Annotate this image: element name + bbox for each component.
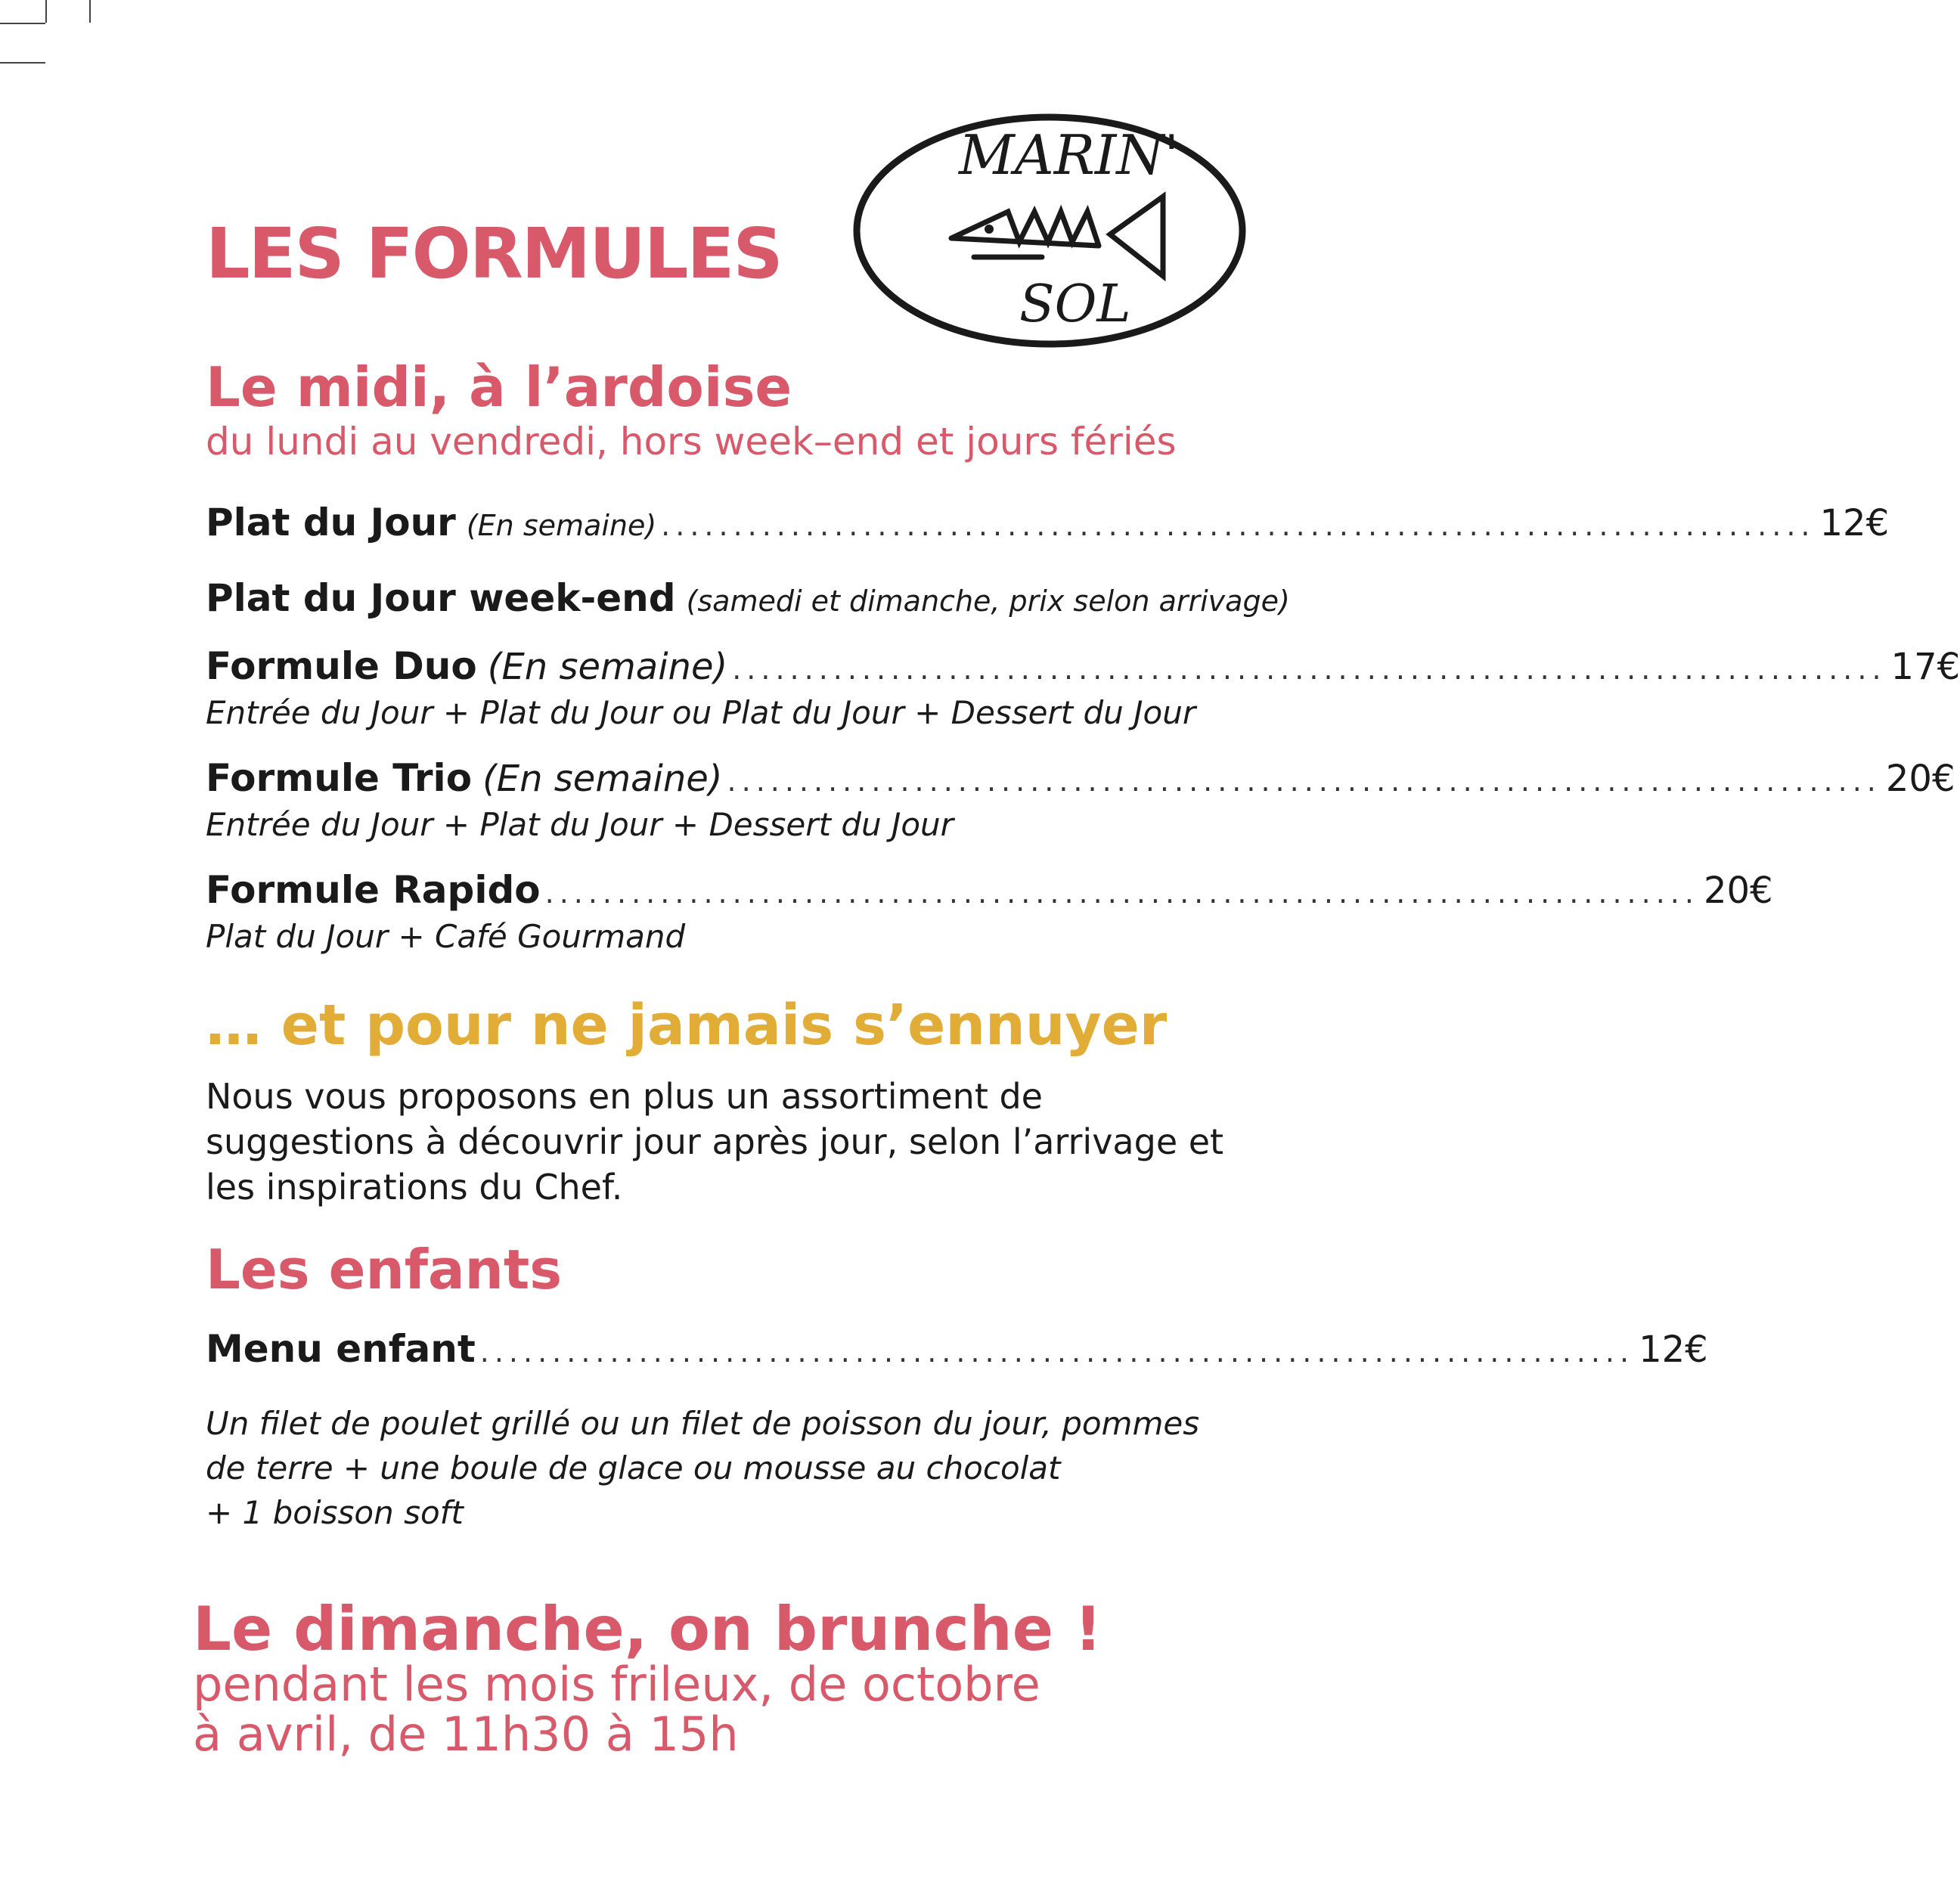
menu-row-formule-rapido — [206, 868, 1773, 912]
item-name: Plat du Jour week-end — [206, 576, 676, 620]
dot-leader: ................................................................................ — [544, 876, 1699, 910]
menu-row-menu-enfant — [206, 1327, 1708, 1371]
midi-subtitle: du lundi au vendredi, hors week–end et jours fériés — [206, 420, 1177, 463]
item-price: 12€ — [1819, 502, 1890, 544]
crop-mark — [89, 0, 91, 23]
item-description: Entrée du Jour + Plat du Jour + Dessert du Jour — [206, 806, 954, 843]
logo-line1: MARIN' — [959, 123, 1180, 187]
item-price: 20€ — [1885, 758, 1955, 800]
ennui-text-line: Nous vous proposons en plus un assortiment de — [206, 1076, 1043, 1117]
menu-row-plat-du-jour — [206, 501, 1890, 544]
menu-row-formule-trio — [206, 756, 1955, 800]
item-note: (En semaine) — [487, 646, 728, 688]
item-name: Plat du Jour — [206, 501, 456, 544]
item-note: (En semaine) — [482, 758, 723, 800]
ennui-heading: … et pour ne jamais s’ennuyer — [206, 993, 1168, 1058]
page-title: LES FORMULES — [206, 213, 782, 294]
menu-row-formule-duo — [206, 644, 1960, 688]
brunch-heading: Le dimanche, on brunche ! — [193, 1594, 1102, 1664]
brunch-subtitle-line: à avril, de 11h30 à 15h — [193, 1707, 739, 1762]
fish-tail-drawing — [1110, 197, 1163, 276]
dot-leader: ................................................................................ — [732, 653, 1887, 686]
crop-mark — [0, 62, 45, 64]
dot-leader: ................................................................................ — [727, 764, 1881, 798]
enfant-description-line: + 1 boisson soft — [206, 1494, 464, 1531]
item-price: 17€ — [1890, 646, 1960, 688]
fish-drawing — [951, 212, 1099, 257]
ennui-text-line: les inspirations du Chef. — [206, 1167, 623, 1208]
item-description: Plat du Jour + Café Gourmand — [206, 918, 686, 955]
marin-sol-logo — [845, 49, 1269, 367]
logo-line2: SOL — [1019, 274, 1131, 334]
midi-heading: Le midi, à l’ardoise — [206, 355, 792, 419]
item-note: (samedi et dimanche, prix selon arrivage) — [686, 584, 1290, 618]
item-note: (En semaine) — [466, 509, 657, 542]
brunch-subtitle-line: pendant les mois frileux, de octobre — [193, 1657, 1040, 1712]
item-name: Menu enfant — [206, 1327, 476, 1371]
enfants-heading: Les enfants — [206, 1238, 563, 1301]
dot-leader: ................................................................................ — [661, 509, 1816, 542]
crop-mark — [45, 0, 47, 23]
ennui-text-line: suggestions à découvrir jour après jour, selon l’arrivage et — [206, 1121, 1224, 1162]
menu-row-plat-du-jour-weekend — [206, 576, 1290, 620]
item-name: Formule Rapido — [206, 868, 541, 912]
enfant-description-line: Un filet de poulet grillé ou un filet de poisson du jour, pommes — [206, 1405, 1200, 1442]
crop-mark — [0, 23, 45, 24]
item-price: 20€ — [1703, 870, 1773, 912]
item-description: Entrée du Jour + Plat du Jour ou Plat du Jour + Dessert du Jour — [206, 694, 1196, 731]
item-price: 12€ — [1639, 1328, 1708, 1371]
enfant-description-line: de terre + une boule de glace ou mousse au chocolat — [206, 1449, 1061, 1487]
dot-leader: ................................................................................ — [479, 1335, 1635, 1369]
item-name: Formule Duo — [206, 644, 477, 688]
item-name: Formule Trio — [206, 756, 473, 800]
